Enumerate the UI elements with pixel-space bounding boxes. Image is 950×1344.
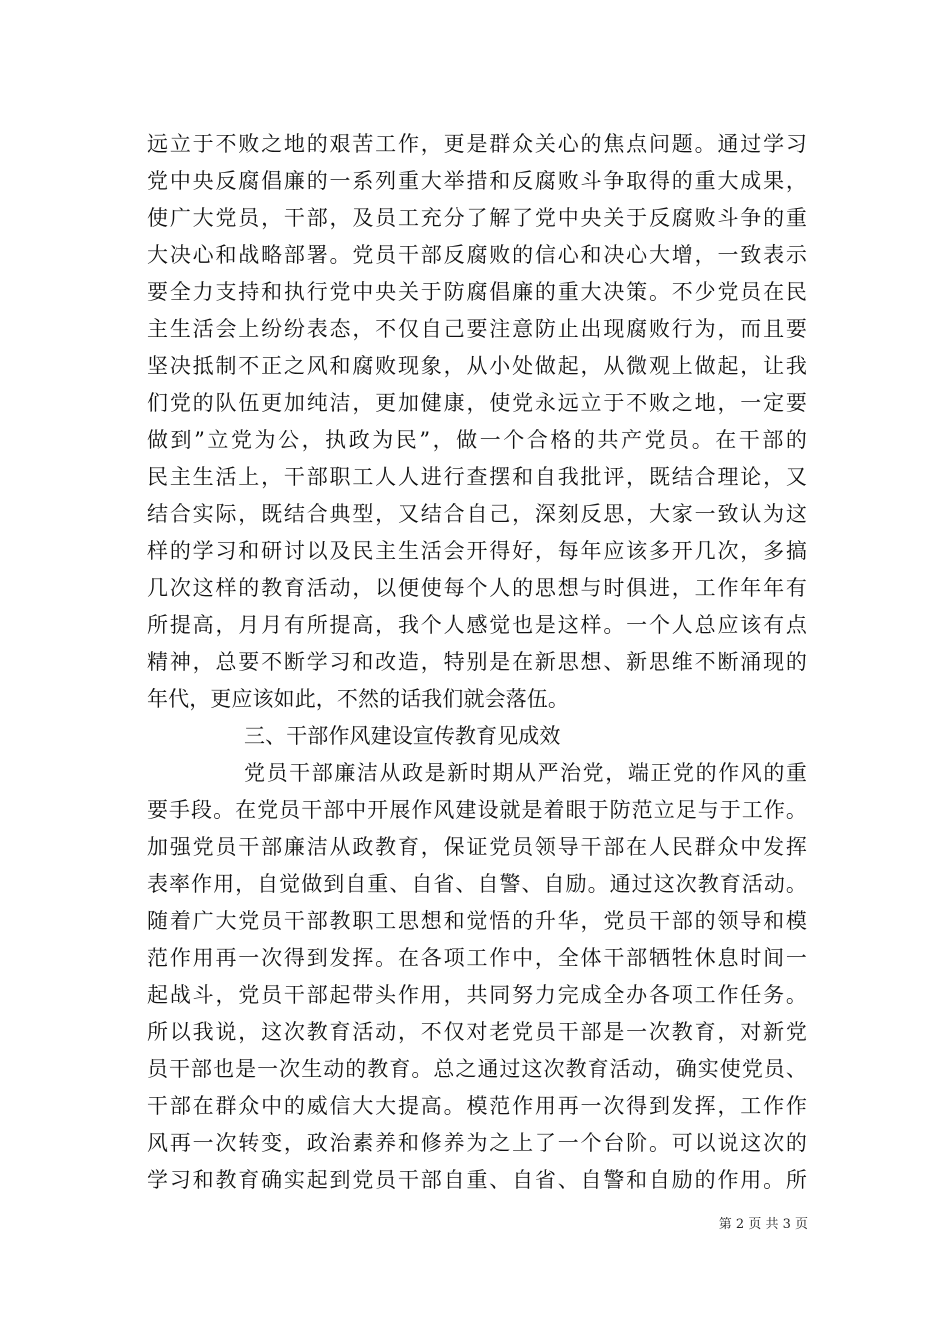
- text-line: 们党的队伍更加纯洁，更加健康，使党永远立于不败之地，一定要: [147, 391, 807, 415]
- text-line: 范作用再一次得到发挥。在各项工作中，全体干部牺牲休息时间一: [147, 946, 807, 970]
- text-line: 风再一次转变，政治素养和修养为之上了一个台阶。可以说这次的: [147, 1131, 807, 1155]
- text-line: 远立于不败之地的艰苦工作，更是群众关心的焦点问题。通过学习: [147, 132, 807, 156]
- text-line: 精神，总要不断学习和改造，特别是在新思想、新思维不断涌现的: [147, 650, 807, 674]
- text-line: 主生活会上纷纷表态，不仅自己要注意防止出现腐败行为，而且要: [147, 317, 807, 341]
- text-line: 样的学习和研讨以及民主生活会开得好，每年应该多开几次，多搞: [147, 539, 807, 563]
- text-line: 起战斗，党员干部起带头作用，共同努力完成全办各项工作任务。: [147, 983, 807, 1007]
- text-line: 所以我说，这次教育活动，不仅对老党员干部是一次教育，对新党: [147, 1020, 807, 1044]
- text-line: 随着广大党员干部教职工思想和觉悟的升华，党员干部的领导和模: [147, 909, 807, 933]
- text-line: 加强党员干部廉洁从政教育，保证党员领导干部在人民群众中发挥: [147, 835, 807, 859]
- text-line: 党中央反腐倡廉的一系列重大举措和反腐败斗争取得的重大成果，: [147, 169, 807, 193]
- text-line: 做到”立党为公，执政为民”，做一个合格的共产党员。在干部的: [147, 428, 807, 452]
- section-heading: 三、干部作风建设宣传教育见成效: [244, 724, 561, 748]
- text-line: 结合实际，既结合典型，又结合自己，深刻反思，大家一致认为这: [147, 502, 807, 526]
- text-line: 员干部也是一次生动的教育。总之通过这次教育活动，确实使党员、: [147, 1057, 807, 1081]
- text-line: 干部在群众中的威信大大提高。模范作用再一次得到发挥，工作作: [147, 1094, 807, 1118]
- text-line: 所提高，月月有所提高，我个人感觉也是这样。一个人总应该有点: [147, 613, 807, 637]
- text-line: 坚决抵制不正之风和腐败现象，从小处做起，从微观上做起，让我: [147, 354, 807, 378]
- text-line: 使广大党员，干部，及员工充分了解了党中央关于反腐败斗争的重: [147, 206, 807, 230]
- text-line: 年代，更应该如此，不然的话我们就会落伍。: [147, 687, 569, 711]
- text-line: 表率作用，自觉做到自重、自省、自警、自励。通过这次教育活动。: [147, 872, 807, 896]
- text-line: 大决心和战略部署。党员干部反腐败的信心和决心大增，一致表示: [147, 243, 807, 267]
- page-number-footer: 第 2 页 共 3 页: [718, 1217, 808, 1232]
- text-line: 民主生活上，干部职工人人进行查摆和自我批评，既结合理论，又: [147, 465, 807, 489]
- text-line: 几次这样的教育活动，以便使每个人的思想与时俱进，工作年年有: [147, 576, 807, 600]
- text-line: 要全力支持和执行党中央关于防腐倡廉的重大决策。不少党员在民: [147, 280, 807, 304]
- paragraph-first-line: 党员干部廉洁从政是新时期从严治党，端正党的作风的重: [244, 761, 807, 785]
- text-line: 要手段。在党员干部中开展作风建设就是着眼于防范立足与于工作。: [147, 798, 807, 822]
- text-line: 学习和教育确实起到党员干部自重、自省、自警和自励的作用。所: [147, 1168, 807, 1192]
